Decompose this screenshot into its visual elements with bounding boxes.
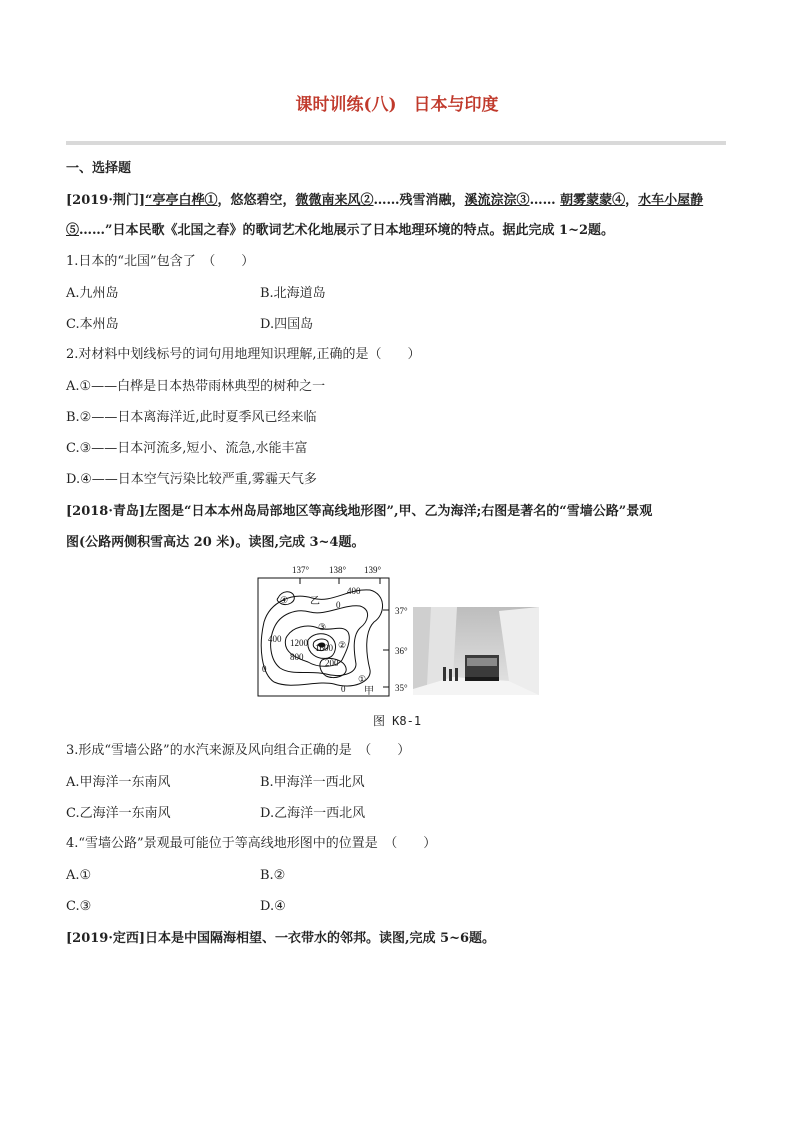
snow-wall-road-photo bbox=[413, 607, 539, 695]
q3-stem: 3.形成“雪墙公路”的水汽来源及风向组合正确的是 （ ） bbox=[66, 743, 411, 758]
q1-option-b: B.北海道岛 bbox=[260, 286, 326, 301]
contour-label: 800 bbox=[290, 652, 304, 662]
q2-option-b: B.②——日本离海洋近,此时夏季风已经来临 bbox=[66, 410, 317, 425]
lat-label: 35° bbox=[395, 683, 408, 693]
site-marker-2: ② bbox=[338, 640, 347, 650]
underlined-phrase-3: 溪流淙淙③ bbox=[464, 193, 530, 208]
q4-stem: 4.“雪墙公路”景观最可能位于等高线地形图中的位置是 （ ） bbox=[66, 836, 437, 851]
q1-option-c: C.本州岛 bbox=[66, 317, 119, 332]
intro2-line1: [2018·青岛]左图是“日本本州岛局部地区等高线地形图”,甲、乙为海洋;右图是著名的“雪墙公路”景观 bbox=[66, 504, 653, 519]
intro3: [2019·定西]日本是中国隔海相望、一衣带水的邻邦。读图,完成 5~6题。 bbox=[66, 931, 496, 946]
q4-option-a: A.① bbox=[66, 868, 92, 883]
q3-option-c: C.乙海洋一东南风 bbox=[66, 806, 171, 821]
section-heading: 一、选择题 bbox=[66, 161, 132, 176]
underlined-phrase-1: “亭亭白桦① bbox=[145, 193, 218, 208]
q3-option-a: A.甲海洋一东南风 bbox=[66, 775, 171, 790]
intro2-line2: 图(公路两侧积雪高达 20 米)。读图,完成 3~4题。 bbox=[66, 535, 365, 550]
underlined-phrase-4: 朝雾蒙蒙④ bbox=[560, 193, 626, 208]
sea-label-yi: 乙 bbox=[310, 596, 320, 607]
contour-label: 1600 bbox=[315, 643, 333, 653]
q4-option-d: D.④ bbox=[260, 899, 286, 914]
contour-label: 400 bbox=[347, 586, 361, 596]
site-marker-4: ④ bbox=[280, 595, 289, 605]
q1-option-a: A.九州岛 bbox=[66, 286, 119, 301]
q2-option-d: D.④——日本空气污染比较严重,雾霾天气多 bbox=[66, 472, 317, 487]
source-tag: [2019·荆门] bbox=[66, 193, 146, 208]
site-marker-3: ③ bbox=[318, 622, 327, 632]
site-marker-1: ① bbox=[358, 674, 367, 684]
q2-option-c: C.③——日本河流多,短小、流急,水能丰富 bbox=[66, 441, 308, 456]
intro1-line2: ⑤……”日本民歌《北国之春》的歌词艺术化地展示了日本地理环境的特点。据此完成 1~2题。 bbox=[66, 223, 615, 238]
intro1-line1: [2019·荆门]“亭亭白桦①，悠悠碧空，微微南来风②……残雪消融，溪流淙淙③…… 朝雾蒙蒙④，水车小屋静 bbox=[66, 193, 704, 208]
lon-label: 137° bbox=[292, 565, 310, 575]
q1-option-d: D.四国岛 bbox=[260, 317, 314, 332]
underlined-phrase-2: 微微南来风② bbox=[295, 193, 374, 208]
contour-label: 0 bbox=[262, 664, 267, 674]
q4-option-c: C.③ bbox=[66, 899, 92, 914]
title-divider bbox=[66, 141, 726, 145]
q2-option-a: A.①——白桦是日本热带雨林典型的树种之一 bbox=[66, 379, 326, 394]
contour-label: 400 bbox=[268, 634, 282, 644]
contour-map bbox=[252, 562, 418, 698]
q3-option-d: D.乙海洋一西北风 bbox=[260, 806, 366, 821]
underlined-phrase-5: 水车小屋静 bbox=[638, 193, 704, 208]
figure-caption: 图 K8-1 bbox=[372, 714, 422, 728]
contour-label: 200 bbox=[325, 658, 339, 668]
q4-option-b: B.② bbox=[260, 868, 286, 883]
lat-label: 37° bbox=[395, 606, 408, 616]
q2-stem: 2.对材料中划线标号的词句用地理知识理解,正确的是（ ） bbox=[66, 347, 421, 362]
lon-label: 138° bbox=[329, 565, 347, 575]
contour-label: 0 bbox=[336, 600, 341, 610]
lat-label: 36° bbox=[395, 646, 408, 656]
page-title: 课时训练(八) 日本与印度 bbox=[295, 95, 499, 115]
lon-label: 139° bbox=[364, 565, 382, 575]
contour-label: 0 bbox=[341, 684, 346, 694]
q1-stem: 1.日本的“北国”包含了 （ ） bbox=[66, 254, 255, 269]
contour-label: 1200 bbox=[290, 638, 308, 648]
sea-label-jia: 甲 bbox=[364, 686, 374, 697]
q3-option-b: B.甲海洋一西北风 bbox=[260, 775, 365, 790]
